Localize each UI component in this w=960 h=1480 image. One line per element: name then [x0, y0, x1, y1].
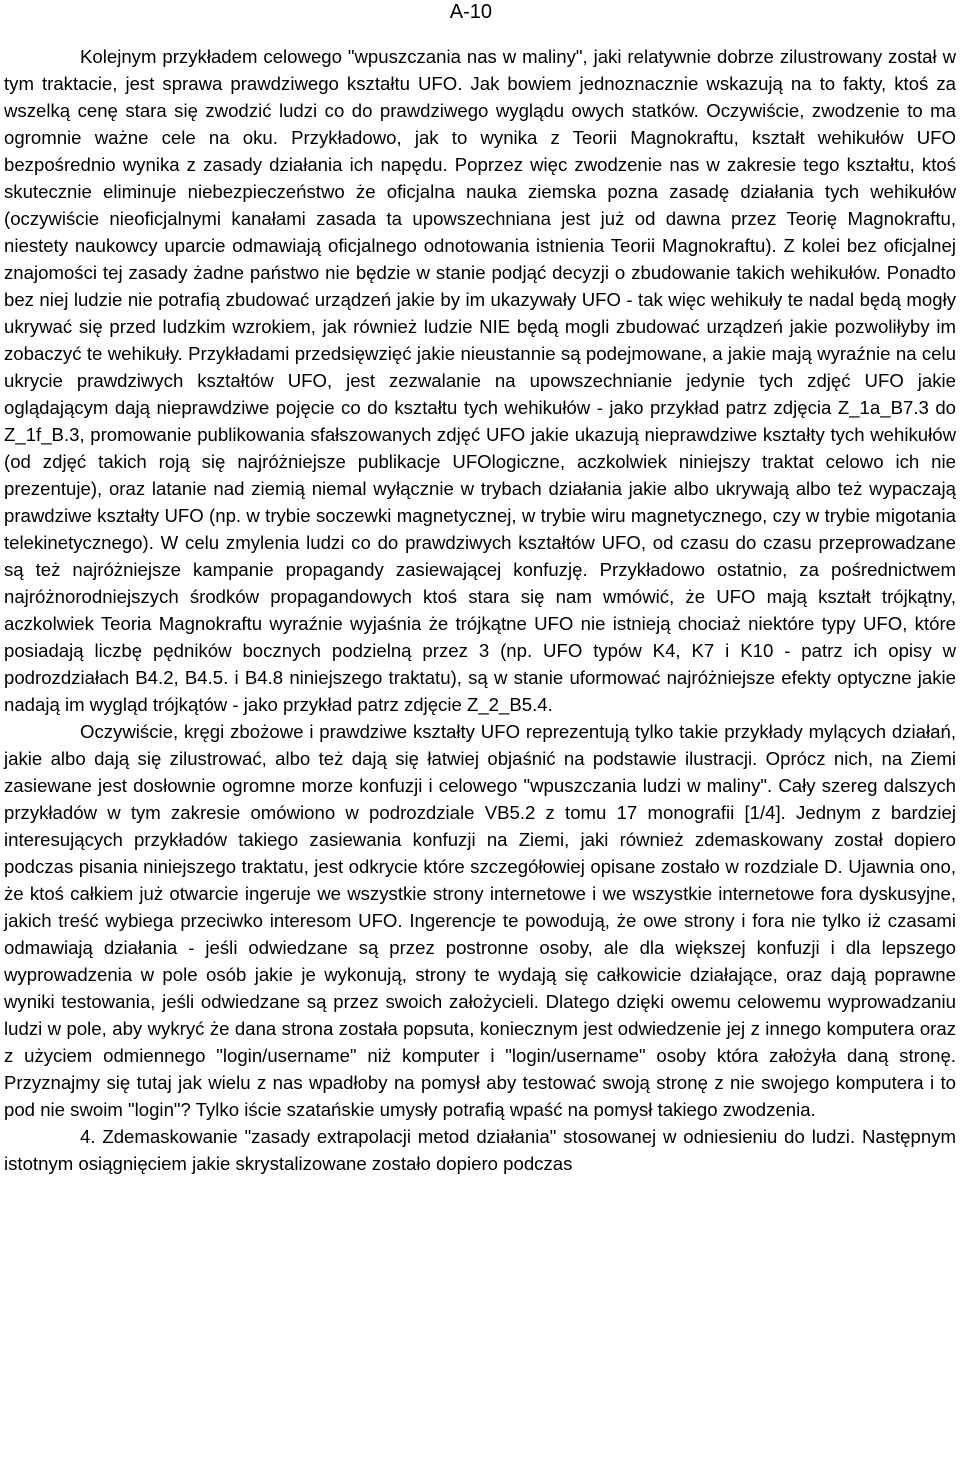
document-body: [4, 43, 956, 1177]
page-label: A-10: [449, 1, 492, 23]
paragraph: Kolejnym przykładem celowego "wpuszczania nas w maliny", jaki relatywnie dobrze zilustrowany został w tym traktacie, jest sprawa prawdziwego kształtu UFO. Jak bowiem jednoznacznie wskazują na to fakty, ktoś za wszelką cenę stara się zwodzić ludzi co do prawdziwego wyglądu owych statków. Oczywiście, zwodzenie to ma ogromnie ważne cele na oku. Przykładowo, jak to wynika z Teorii Magnokraftu, kształt wehikułów UFO bezpośrednio wynika z zasady działania ich napędu. Poprzez więc zwodzenie nas w zakresie tego kształtu, ktoś skutecznie eliminuje niebezpieczeństwo że oficjalna nauka ziemska pozna zasadę działania tych wehikułów (oczywiście nieoficjalnymi kanałami zasada ta upowszechniana jest już od dawna przez Teorię Magnokraftu, niestety naukowcy uparcie odmawiają oficjalnego odnotowania istnienia Teorii Magnokraftu). Z kolei bez oficjalnej znajomości tej zasady żadne państwo nie będzie w stanie podjąć decyzji o zbudowanie takich wehikułów. Ponadto bez niej ludzie nie potrafią zbudować urządzeń jakie by im ukazywały UFO - tak więc wehikuły te nadal będą mogły ukrywać się przed ludzkim wzrokiem, jak również ludzie NIE będą mogli zbudować urządzeń jakie pozwoliłyby im zobaczyć te wehikuły. Przykładami przedsięwzięć jakie nieustannie są podejmowane, a jakie mają wyraźnie na celu ukrycie prawdziwych kształtów UFO, jest zezwalanie na upowszechnianie jedynie tych zdjęć UFO jakie oglądającym dają nieprawdziwe pojęcie co do kształtu tych wehikułów - jako przykład patrz zdjęcia Z_1a_B7.3 do Z_1f_B.3, promowanie publikowania sfałszowanych zdjęć UFO jakie ukazują nieprawdziwe kształty tych wehikułów (od zdjęć takich roją się najróżniejsze publikacje UFOlogiczne, aczkolwiek niniejszy traktat celowo ich nie prezentuje), oraz latanie nad ziemią niemal wyłącznie w trybach działania jakie albo ukrywają albo też wypaczają prawdziwe kształty UFO (np. w trybie soczewki magnetycznej, w trybie wiru magnetycznego, czy w trybie migotania telekinetycznego). W celu zmylenia ludzi co do prawdziwych kształtów UFO, od czasu do czasu przeprowadzane są też najróżniejsze kampanie propagandy zasiewającej konfuzję. Przykładowo ostatnio, za pośrednictwem najróżnorodniejszych środków propagandowych ktoś stara się nam wmówić, że UFO mają kształt trójkątny, aczkolwiek Teoria Magnokraftu wyraźnie wyjaśnia że trójkątne UFO nie istnieją chociaż niektóre typy UFO, które posiadają liczbę pędników bocznych podzielną przez 3 (np. UFO typów K4, K7 i K10 - patrz ich opisy w podrozdziałach B4.2, B4.5. i B4.8 niniejszego traktatu), są w stanie uformować najróżniejsze efekty optyczne jakie nadają im wygląd trójkątów - jako przykład patrz zdjęcie Z_2_B5.4.: [4, 46, 956, 715]
paragraph: 4. Zdemaskowanie "zasady extrapolacji metod działania" stosowanej w odniesieniu do ludzi. Następnym istotnym osiągnięciem jakie skrystalizowane zostało dopiero podczas: [4, 1126, 956, 1174]
paragraph: Oczywiście, kręgi zbożowe i prawdziwe kształty UFO reprezentują tylko takie przykłady mylących działań, jakie albo dają się zilustrować, albo też dają się łatwiej objaśnić na podstawie ilustracji. Oprócz nich, na Ziemi zasiewane jest dosłownie ogromne morze konfuzji i celowego "wpuszczania ludzi w maliny". Cały szereg dalszych przykładów w tym zakresie omówiono w podrozdziale VB5.2 z tomu 17 monografii [1/4]. Jednym z bardziej interesujących przykładów takiego zasiewania konfuzji na Ziemi, jaki również zdemaskowany został dopiero podczas pisania niniejszego traktatu, jest odkrycie które szczegółowiej opisane zostało w rozdziale D. Ujawnia ono, że ktoś całkiem już otwarcie ingeruje we wszystkie strony internetowe i we wszystkie internetowe fora dyskusyjne, jakich treść wybiega przeciwko interesom UFO. Ingerencje te powodują, że owe strony i fora nie tylko iż czasami odmawiają działania - jeśli odwiedzane są przez postronne osoby, ale dla większej konfuzji i dla lepszego wyprowadzenia w pole osób jakie je wykonują, strony te wydają się całkowicie działające, oraz dają poprawne wyniki testowania, jeśli odwiedzane są przez swoich założycieli. Dlatego dzięki owemu celowemu wyprowadzaniu ludzi w pole, aby wykryć że dana strona została popsuta, koniecznym jest odwiedzenie jej z innego komputera oraz z użyciem odmiennego "login/username" niż komputer i "login/username" osoby która założyła daną stronę. Przyznajmy się tutaj jak wielu z nas wpadłoby na pomysł aby testować swoją stronę z nie swojego komputera i to pod nie swoim "login"? Tylko iście szatańskie umysły potrafią wpaść na pomysł takiego zwodzenia.: [4, 721, 956, 1120]
